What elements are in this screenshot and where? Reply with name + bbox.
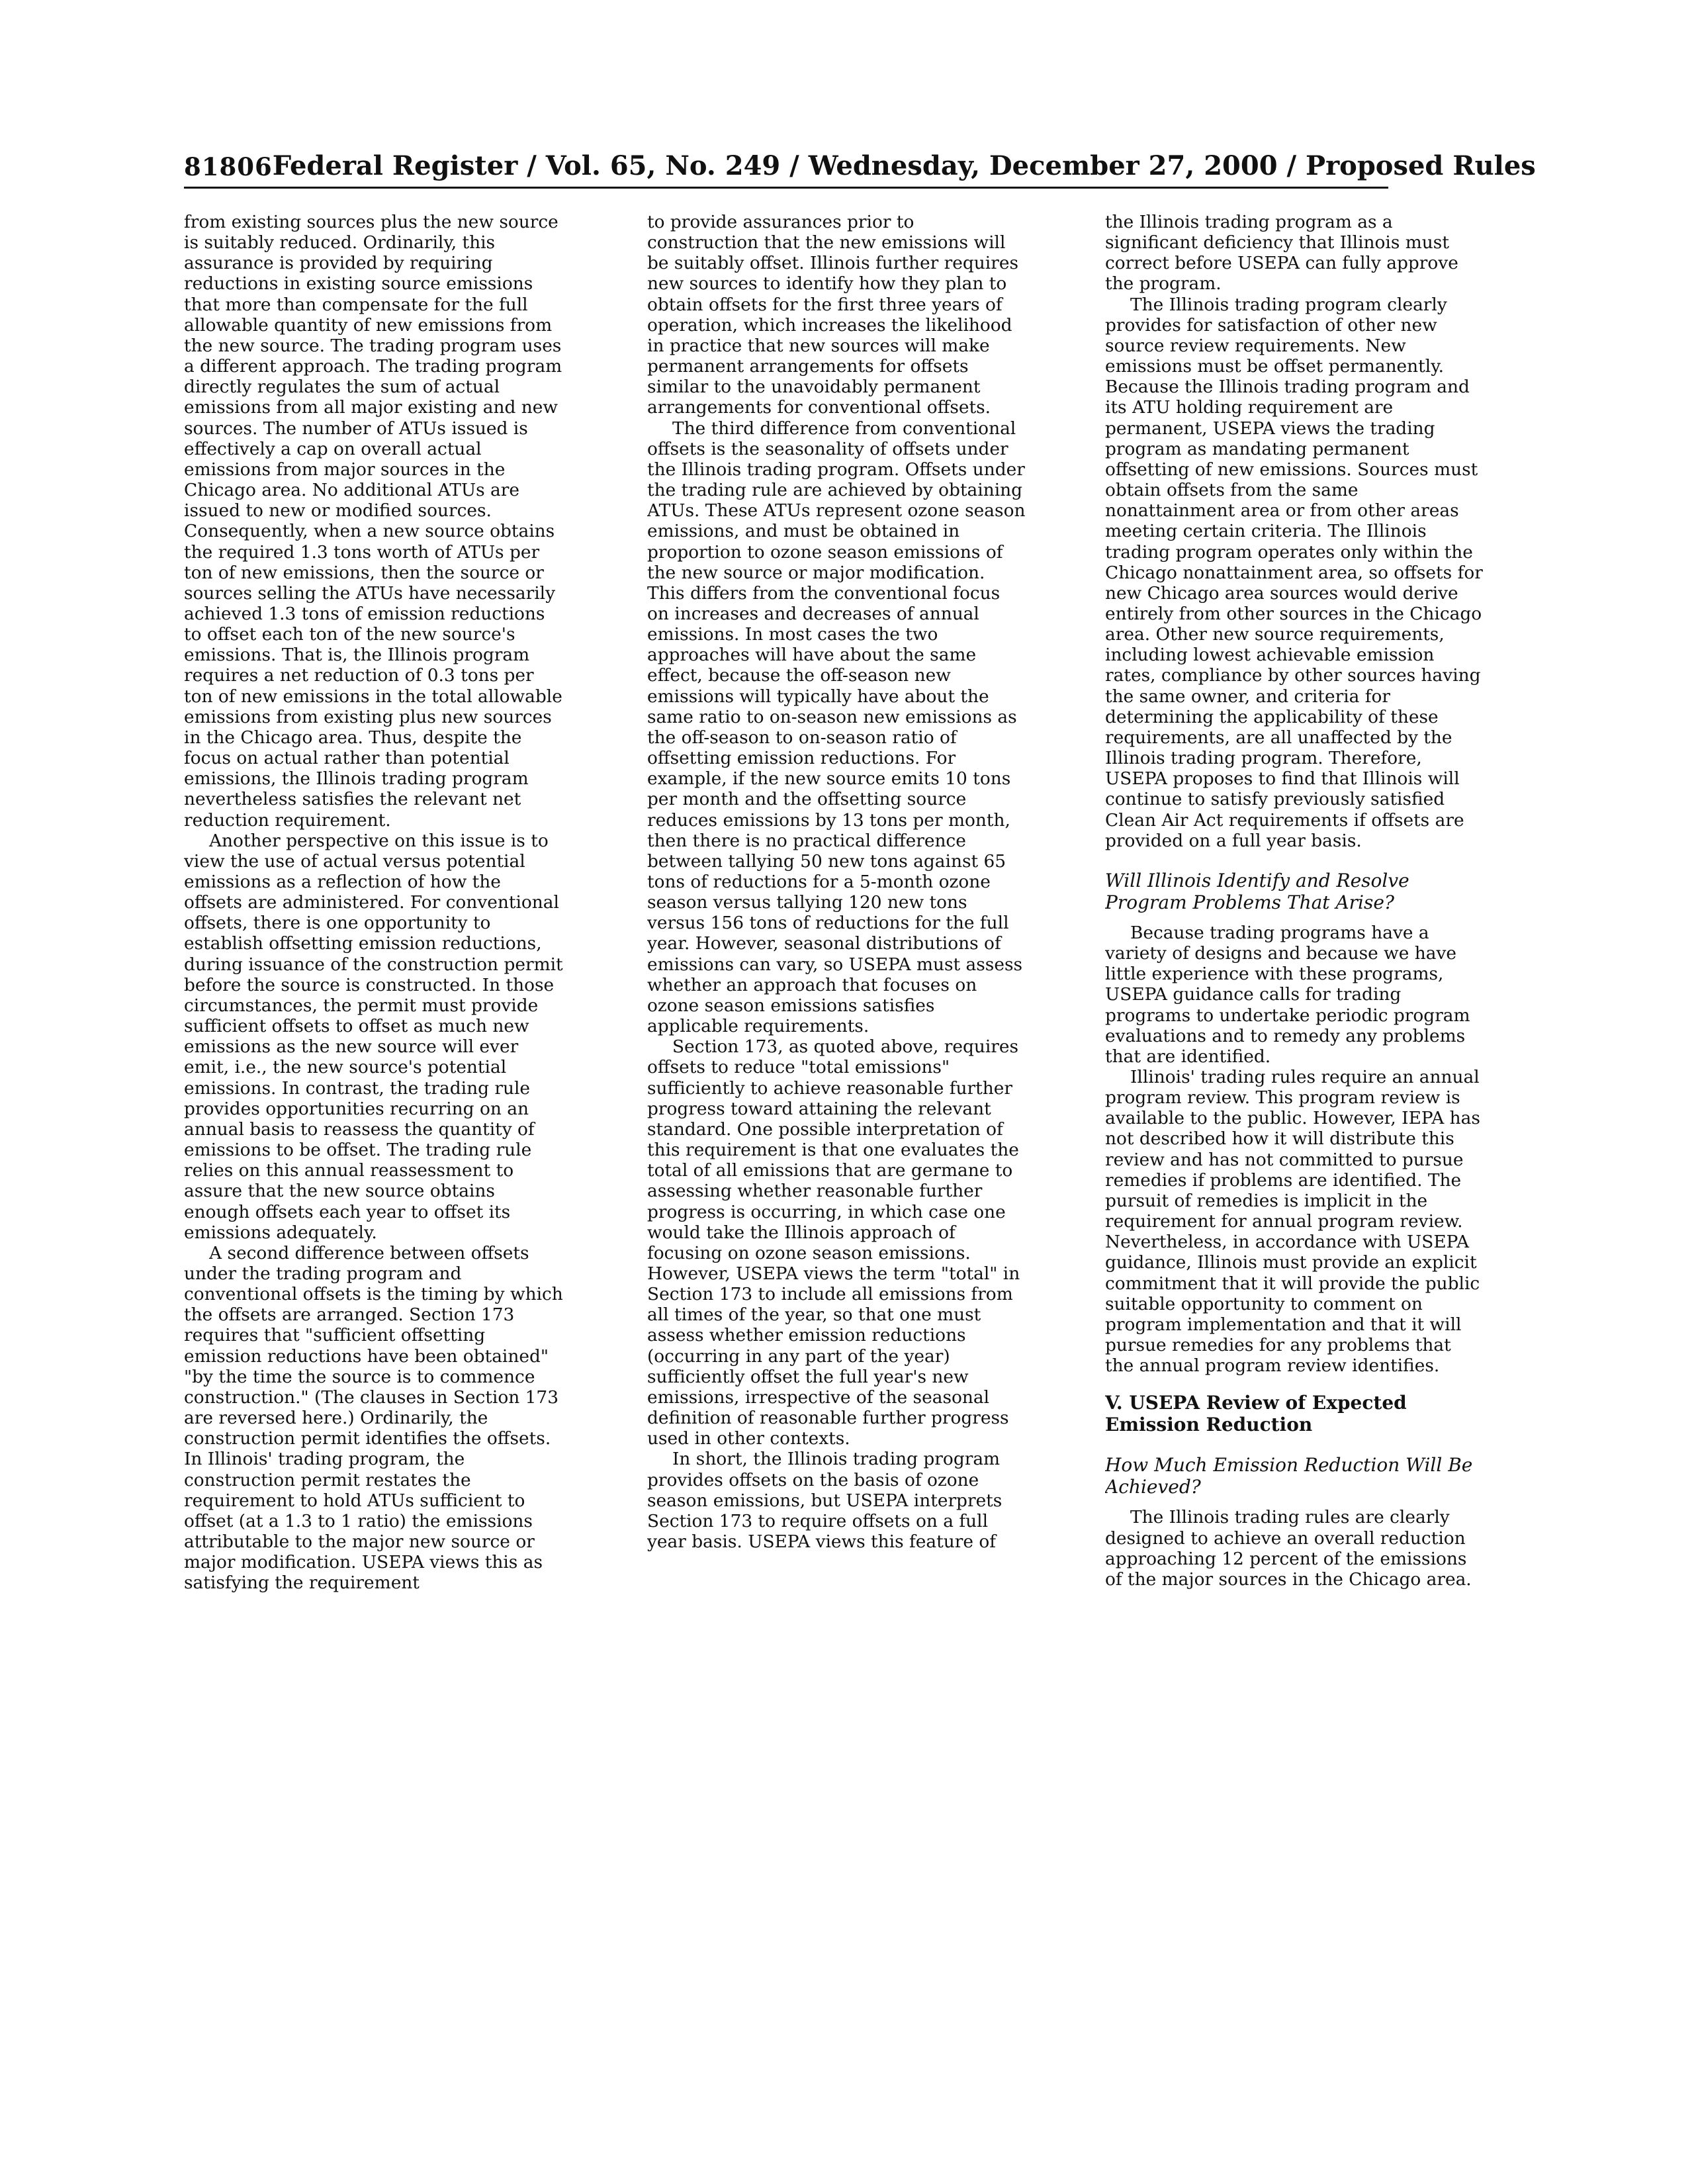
page-number: 81806: [184, 152, 273, 181]
paragraph: to provide assurances prior to construction that the new emissions will be suitably offset. Illinois further requires new sources to identify how they plan to obtain offsets for the first three years of operation, which increases the likelihood in practice that new sources will make permanent arrangements for offsets similar to the unavoidably permanent arrangements for conventional offsets.: [647, 212, 1018, 418]
paragraph: A second difference between offsets under the trading program and conventional offsets is the timing by which the offsets are arranged. Section 173 requires that "sufficient offsetting emission reductions have been obtained" "by the time the source is to commence construction." (The clauses in Section 173 are reversed here.) Ordinarily, the construction permit identifies the offsets. In Illinois' trading program, the construction permit restates the requirement to hold ATUs sufficient to offset (at a 1.3 to 1 ratio) the emissions attributable to the major new source or major modification. USEPA views this as satisfying the requirement: [184, 1242, 563, 1594]
header-rule: [184, 187, 1388, 189]
running-head: Federal Register / Vol. 65, No. 249 / Wednesday, December 27, 2000 / Proposed Rules: [272, 150, 1536, 181]
paragraph: Illinois' trading rules require an annual program review. This program review is available to the public. However, IEPA has not described how it will distribute this review and has not committed to pursue remedies if problems are identified. The pursuit of remedies is implicit in the requirement for annual program review. Nevertheless, in accordance with USEPA guidance, Illinois must provide an explicit commitment that it will provide the public suitable opportunity to comment on program implementation and that it will pursue remedies for any problems that the annual program review identifies.: [1105, 1067, 1480, 1377]
paragraph: Section 173, as quoted above, requires offsets to reduce "total emissions" sufficiently to achieve reasonable further progress toward attaining the relevant standard. One possible interpretation of this requirement is that one evaluates the total of all emissions that are germane to assessing whether reasonable further progress is occurring, in which case one would take the Illinois approach of focusing on ozone season emissions. However, USEPA views the term "total" in Section 173 to include all emissions from all times of the year, so that one must assess whether emission reductions (occurring in any part of the year) sufficiently offset the full year's new emissions, irrespective of the seasonal definition of reasonable further progress used in other contexts.: [647, 1036, 1020, 1449]
section-heading: V. USEPA Review of Expected Emission Reduction: [1105, 1392, 1407, 1436]
paragraph: the Illinois trading program as a significant deficiency that Illinois must correct before USEPA can fully approve the program.: [1105, 212, 1458, 295]
text-column-3: [1105, 212, 1485, 2071]
text-column-1: [184, 212, 564, 2071]
subsection-heading: How Much Emission Reduction Will Be Achieved?: [1105, 1454, 1473, 1498]
paragraph: Another perspective on this issue is to view the use of actual versus potential emissions as a reflection of how the offsets are administered. For conventional offsets, there is one opportunity to establish offsetting emission reductions, during issuance of the construction permit before the source is constructed. In those circumstances, the permit must provide sufficient offsets to offset as much new emissions as the new source will ever emit, i.e., the new source's potential emissions. In contrast, the trading rule provides opportunities recurring on an annual basis to reassess the quantity of emissions to be offset. The trading rule relies on this annual reassessment to assure that the new source obtains enough offsets each year to offset its emissions adequately.: [184, 830, 563, 1243]
paragraph: Because trading programs have a variety of designs and because we have little experience with these programs, USEPA guidance calls for trading programs to undertake periodic program evaluations and to remedy any problems that are identified.: [1105, 922, 1470, 1067]
paragraph: The third difference from conventional offsets is the seasonality of offsets under the Illinois trading program. Offsets under the trading rule are achieved by obtaining ATUs. These ATUs represent ozone season emissions, and must be obtained in proportion to ozone season emissions of the new source or major modification. This differs from the conventional focus on increases and decreases of annual emissions. In most cases the two approaches will have about the same effect, because the off-season new emissions will typically have about the same ratio to on-season new emissions as the off-season to on-season ratio of offsetting emission reductions. For example, if the new source emits 10 tons per month and the offsetting source reduces emissions by 13 tons per month, then there is no practical difference between tallying 50 new tons against 65 tons of reductions for a 5-month ozone season versus tallying 120 new tons versus 156 tons of reductions for the full year. However, seasonal distributions of emissions can vary, so USEPA must assess whether an approach that focuses on ozone season emissions satisfies applicable requirements.: [647, 418, 1026, 1037]
subsection-heading: Will Illinois Identify and Resolve Program Problems That Arise?: [1105, 869, 1409, 913]
paragraph: from existing sources plus the new source is suitably reduced. Ordinarily, this assurance is provided by requiring reductions in existing source emissions that more than compensate for the full allowable quantity of new emissions from the new source. The trading program uses a different approach. The trading program directly regulates the sum of actual emissions from all major existing and new sources. The number of ATUs issued is effectively a cap on overall actual emissions from major sources in the Chicago area. No additional ATUs are issued to new or modified sources. Consequently, when a new source obtains the required 1.3 tons worth of ATUs per ton of new emissions, then the source or sources selling the ATUs have necessarily achieved 1.3 tons of emission reductions to offset each ton of the new source's emissions. That is, the Illinois program requires a net reduction of 0.3 tons per ton of new emissions in the total allowable emissions from existing plus new sources in the Chicago area. Thus, despite the focus on actual rather than potential emissions, the Illinois trading program nevertheless satisfies the relevant net reduction requirement.: [184, 212, 562, 831]
paragraph: In short, the Illinois trading program provides offsets on the basis of ozone season emissions, but USEPA interprets Section 173 to require offsets on a full year basis. USEPA views this feature of: [647, 1449, 1003, 1552]
paragraph: The Illinois trading program clearly provides for satisfaction of other new source review requirements. New emissions must be offset permanently. Because the Illinois trading program and its ATU holding requirement are permanent, USEPA views the trading program as mandating permanent offsetting of new emissions. Sources must obtain offsets from the same nonattainment area or from other areas meeting certain criteria. The Illinois trading program operates only within the Chicago nonattainment area, so offsets for new Chicago area sources would derive entirely from other sources in the Chicago area. Other new source requirements, including lowest achievable emission rates, compliance by other sources having the same owner, and criteria for determining the applicability of these requirements, are all unaffected by the Illinois trading program. Therefore, USEPA proposes to find that Illinois will continue to satisfy previously satisfied Clean Air Act requirements if offsets are provided on a full year basis.: [1105, 294, 1483, 851]
page-header: [184, 142, 1536, 181]
text-column-2: [647, 212, 1027, 2071]
paragraph: The Illinois trading rules are clearly designed to achieve an overall reduction approaching 12 percent of the emissions of the major sources in the Chicago area.: [1105, 1507, 1472, 1590]
